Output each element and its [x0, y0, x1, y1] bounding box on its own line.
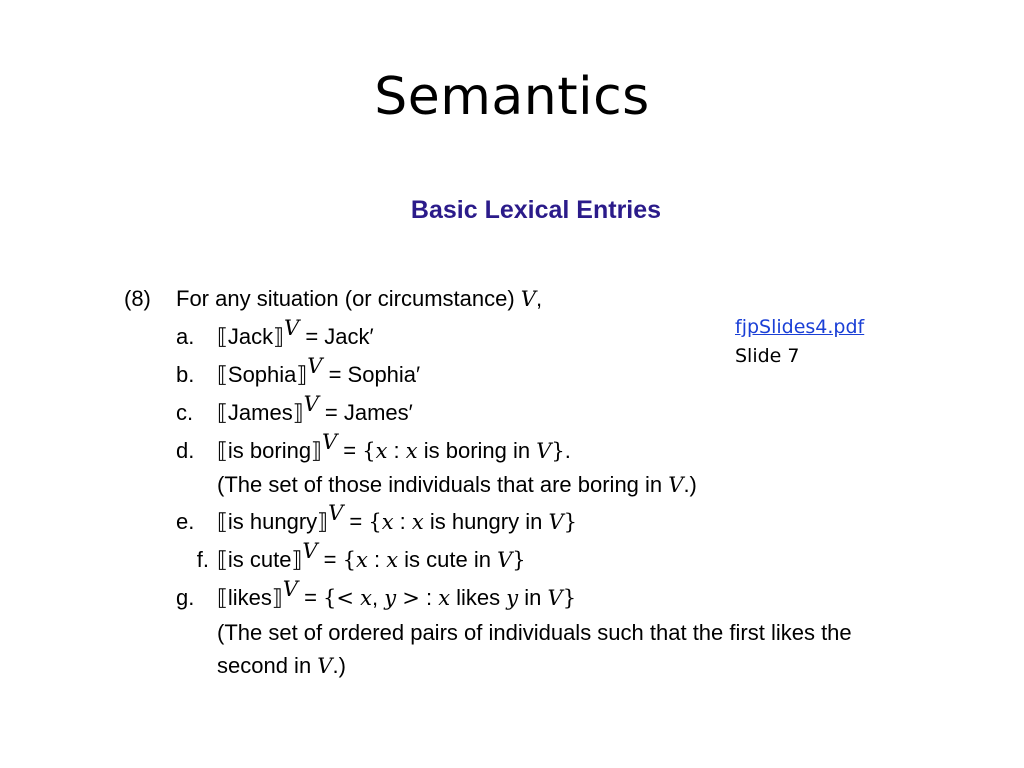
entry-label: e. — [176, 509, 195, 534]
entry-text: ⟦is hungry⟧$^V$ = {x : x is hungry in V} — [217, 501, 577, 534]
slide-title: Semantics — [374, 67, 650, 127]
entry-text: ⟦is boring⟧$^V$ = {x : x is boring in V}. — [217, 430, 571, 463]
entry-f — [176, 539, 526, 573]
entry-text: ⟦Jack⟧$^V$ = Jack′ — [217, 316, 374, 349]
source-slide-label: Slide 7 — [735, 345, 800, 367]
entry-c — [176, 392, 413, 426]
entry-label: b. — [176, 362, 195, 387]
entry-text: ⟦likes⟧$^V$ = {< x, y > : x likes y in V} — [217, 577, 577, 610]
entry-label: d. — [176, 438, 195, 463]
entry-label: g. — [176, 585, 195, 610]
entry-g-gloss-1 — [217, 620, 852, 646]
entry-label: c. — [176, 400, 194, 425]
entry-text: (The set of those individuals that are boring in V.) — [217, 472, 697, 497]
entry-text: (The set of ordered pairs of individuals such that the first likes the — [217, 620, 852, 645]
entry-label: a. — [176, 324, 195, 349]
entry-g-gloss-2 — [217, 653, 346, 679]
example-number: (8) — [124, 286, 151, 311]
entry-text: second in V.) — [217, 653, 346, 678]
entry-d-gloss — [217, 472, 697, 498]
slide-subtitle: Basic Lexical Entries — [410, 196, 662, 224]
source-note — [735, 313, 864, 371]
source-link[interactable]: fjpSlides4.pdf — [735, 316, 865, 338]
entry-b — [176, 354, 421, 388]
entry-text: ⟦is cute⟧$^V$ = {x : x is cute in V} — [217, 539, 526, 572]
entry-label: f. — [196, 547, 209, 572]
entry-a — [176, 316, 374, 350]
entry-text: ⟦James⟧$^V$ = James′ — [217, 392, 413, 425]
example-intro: For any situation (or circumstance) V, — [176, 286, 543, 311]
entry-e — [176, 501, 577, 535]
entry-d — [176, 430, 571, 464]
entry-g — [176, 577, 577, 611]
entry-text: ⟦Sophia⟧$^V$ = Sophia′ — [217, 354, 421, 387]
